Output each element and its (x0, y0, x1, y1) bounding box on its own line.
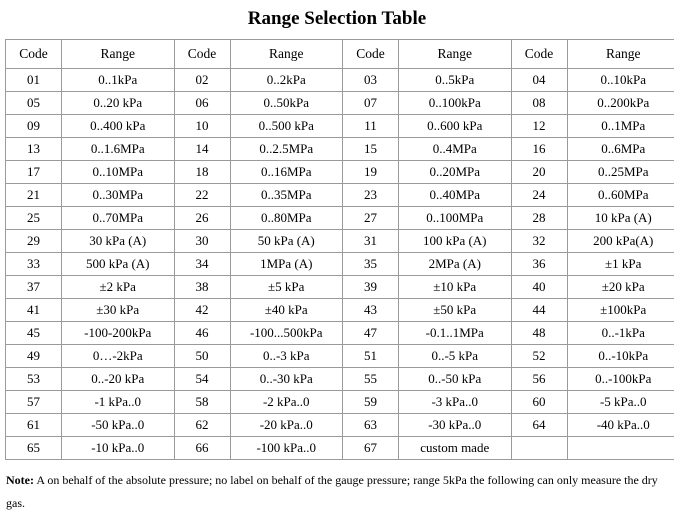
code-cell: 59 (343, 391, 399, 414)
code-cell: 25 (6, 207, 62, 230)
code-cell: 07 (343, 92, 399, 115)
code-cell: 42 (174, 299, 230, 322)
code-cell: 46 (174, 322, 230, 345)
table-row (6, 184, 674, 207)
range-cell: -3 kPa..0 (399, 391, 512, 414)
range-cell: ±40 kPa (230, 299, 343, 322)
code-cell: 31 (343, 230, 399, 253)
range-cell: 0..-20 kPa (62, 368, 175, 391)
page-title: Range Selection Table (0, 6, 674, 32)
range-cell (567, 437, 674, 460)
range-cell: 0..1kPa (62, 69, 175, 92)
table-row (6, 414, 674, 437)
range-cell: 0..-5 kPa (399, 345, 512, 368)
range-cell: ±20 kPa (567, 276, 674, 299)
table-row (6, 92, 674, 115)
range-selection-table (5, 39, 674, 460)
code-cell: 52 (511, 345, 567, 368)
header-range: Range (62, 40, 175, 69)
header-range: Range (567, 40, 674, 69)
code-cell: 64 (511, 414, 567, 437)
code-cell: 56 (511, 368, 567, 391)
code-cell: 28 (511, 207, 567, 230)
range-cell: -100-200kPa (62, 322, 175, 345)
code-cell: 12 (511, 115, 567, 138)
range-cell: 0..20 kPa (62, 92, 175, 115)
range-cell: 0..-3 kPa (230, 345, 343, 368)
range-cell: ±2 kPa (62, 276, 175, 299)
code-cell: 58 (174, 391, 230, 414)
range-cell: 0..400 kPa (62, 115, 175, 138)
range-cell: -2 kPa..0 (230, 391, 343, 414)
range-cell: 0..4MPa (399, 138, 512, 161)
code-cell: 50 (174, 345, 230, 368)
range-cell: 1MPa (A) (230, 253, 343, 276)
code-cell: 05 (6, 92, 62, 115)
range-cell: 0..-30 kPa (230, 368, 343, 391)
range-cell: 50 kPa (A) (230, 230, 343, 253)
range-cell: -100...500kPa (230, 322, 343, 345)
range-cell: ±30 kPa (62, 299, 175, 322)
range-cell: 0..10MPa (62, 161, 175, 184)
note-label: Note: (6, 473, 34, 487)
range-cell: 0..500 kPa (230, 115, 343, 138)
range-cell: 0..20MPa (399, 161, 512, 184)
range-cell: 0..-10kPa (567, 345, 674, 368)
code-cell: 02 (174, 69, 230, 92)
code-cell: 35 (343, 253, 399, 276)
code-cell: 57 (6, 391, 62, 414)
range-cell: 30 kPa (A) (62, 230, 175, 253)
code-cell: 08 (511, 92, 567, 115)
table-row (6, 115, 674, 138)
header-code: Code (511, 40, 567, 69)
table-header-row (6, 40, 674, 69)
header-code: Code (6, 40, 62, 69)
table-row (6, 230, 674, 253)
range-cell: 100 kPa (A) (399, 230, 512, 253)
range-cell: 0..16MPa (230, 161, 343, 184)
code-cell: 49 (6, 345, 62, 368)
code-cell: 65 (6, 437, 62, 460)
table-row (6, 253, 674, 276)
range-cell: 2MPa (A) (399, 253, 512, 276)
code-cell: 53 (6, 368, 62, 391)
code-cell: 37 (6, 276, 62, 299)
table-row (6, 299, 674, 322)
code-cell: 15 (343, 138, 399, 161)
code-cell: 36 (511, 253, 567, 276)
range-cell: 0..200kPa (567, 92, 674, 115)
code-cell: 38 (174, 276, 230, 299)
code-cell: 61 (6, 414, 62, 437)
range-cell: 0..2kPa (230, 69, 343, 92)
header-code: Code (174, 40, 230, 69)
range-cell: 0..30MPa (62, 184, 175, 207)
table-row (6, 345, 674, 368)
range-cell: 200 kPa(A) (567, 230, 674, 253)
header-range: Range (399, 40, 512, 69)
code-cell: 14 (174, 138, 230, 161)
range-cell: 10 kPa (A) (567, 207, 674, 230)
code-cell: 26 (174, 207, 230, 230)
code-cell: 20 (511, 161, 567, 184)
code-cell: 19 (343, 161, 399, 184)
code-cell: 09 (6, 115, 62, 138)
note-text: A on behalf of the absolute pressure; no label on behalf of the gauge pressure; range 5kPa the following can only measure the dry gas. (6, 473, 658, 510)
range-cell: -10 kPa..0 (62, 437, 175, 460)
code-cell: 60 (511, 391, 567, 414)
code-cell: 44 (511, 299, 567, 322)
code-cell: 03 (343, 69, 399, 92)
range-cell: 0..2.5MPa (230, 138, 343, 161)
code-cell: 48 (511, 322, 567, 345)
range-cell: 0..100kPa (399, 92, 512, 115)
range-cell: -0.1..1MPa (399, 322, 512, 345)
code-cell: 27 (343, 207, 399, 230)
code-cell (511, 437, 567, 460)
code-cell: 43 (343, 299, 399, 322)
table-row (6, 138, 674, 161)
range-cell: -40 kPa..0 (567, 414, 674, 437)
code-cell: 40 (511, 276, 567, 299)
range-cell: 0..1.6MPa (62, 138, 175, 161)
table-row (6, 437, 674, 460)
table-row (6, 391, 674, 414)
range-cell: custom made (399, 437, 512, 460)
range-cell: 0..10kPa (567, 69, 674, 92)
code-cell: 41 (6, 299, 62, 322)
code-cell: 39 (343, 276, 399, 299)
range-cell: 500 kPa (A) (62, 253, 175, 276)
code-cell: 11 (343, 115, 399, 138)
range-cell: 0..70MPa (62, 207, 175, 230)
code-cell: 54 (174, 368, 230, 391)
code-cell: 18 (174, 161, 230, 184)
code-cell: 55 (343, 368, 399, 391)
range-cell: 0..60MPa (567, 184, 674, 207)
code-cell: 67 (343, 437, 399, 460)
code-cell: 32 (511, 230, 567, 253)
code-cell: 17 (6, 161, 62, 184)
range-cell: 0..-1kPa (567, 322, 674, 345)
table-row (6, 276, 674, 299)
range-cell: 0..100MPa (399, 207, 512, 230)
range-cell: -30 kPa..0 (399, 414, 512, 437)
range-cell: 0..50kPa (230, 92, 343, 115)
range-cell: -1 kPa..0 (62, 391, 175, 414)
range-cell: -50 kPa..0 (62, 414, 175, 437)
range-cell: 0..1MPa (567, 115, 674, 138)
code-cell: 01 (6, 69, 62, 92)
range-cell: 0..600 kPa (399, 115, 512, 138)
table-row (6, 207, 674, 230)
range-cell: 0..-100kPa (567, 368, 674, 391)
range-cell: ±50 kPa (399, 299, 512, 322)
range-cell: 0..40MPa (399, 184, 512, 207)
code-cell: 13 (6, 138, 62, 161)
code-cell: 23 (343, 184, 399, 207)
header-range: Range (230, 40, 343, 69)
range-cell: 0..5kPa (399, 69, 512, 92)
code-cell: 66 (174, 437, 230, 460)
range-cell: 0..35MPa (230, 184, 343, 207)
code-cell: 30 (174, 230, 230, 253)
code-cell: 10 (174, 115, 230, 138)
code-cell: 45 (6, 322, 62, 345)
code-cell: 63 (343, 414, 399, 437)
code-cell: 21 (6, 184, 62, 207)
code-cell: 62 (174, 414, 230, 437)
range-cell: ±5 kPa (230, 276, 343, 299)
table-row (6, 161, 674, 184)
code-cell: 47 (343, 322, 399, 345)
range-cell: -20 kPa..0 (230, 414, 343, 437)
code-cell: 04 (511, 69, 567, 92)
range-cell: 0…-2kPa (62, 345, 175, 368)
range-cell: 0..-50 kPa (399, 368, 512, 391)
range-cell: -5 kPa..0 (567, 391, 674, 414)
table-body (6, 40, 674, 460)
range-cell: 0..25MPa (567, 161, 674, 184)
range-cell: ±100kPa (567, 299, 674, 322)
code-cell: 16 (511, 138, 567, 161)
code-cell: 51 (343, 345, 399, 368)
table-row (6, 368, 674, 391)
code-cell: 34 (174, 253, 230, 276)
range-cell: ±10 kPa (399, 276, 512, 299)
code-cell: 29 (6, 230, 62, 253)
table-row (6, 322, 674, 345)
code-cell: 24 (511, 184, 567, 207)
footnote (6, 469, 666, 515)
header-code: Code (343, 40, 399, 69)
range-cell: -100 kPa..0 (230, 437, 343, 460)
code-cell: 22 (174, 184, 230, 207)
range-cell: 0..6MPa (567, 138, 674, 161)
code-cell: 06 (174, 92, 230, 115)
table-row (6, 69, 674, 92)
range-cell: ±1 kPa (567, 253, 674, 276)
code-cell: 33 (6, 253, 62, 276)
range-cell: 0..80MPa (230, 207, 343, 230)
